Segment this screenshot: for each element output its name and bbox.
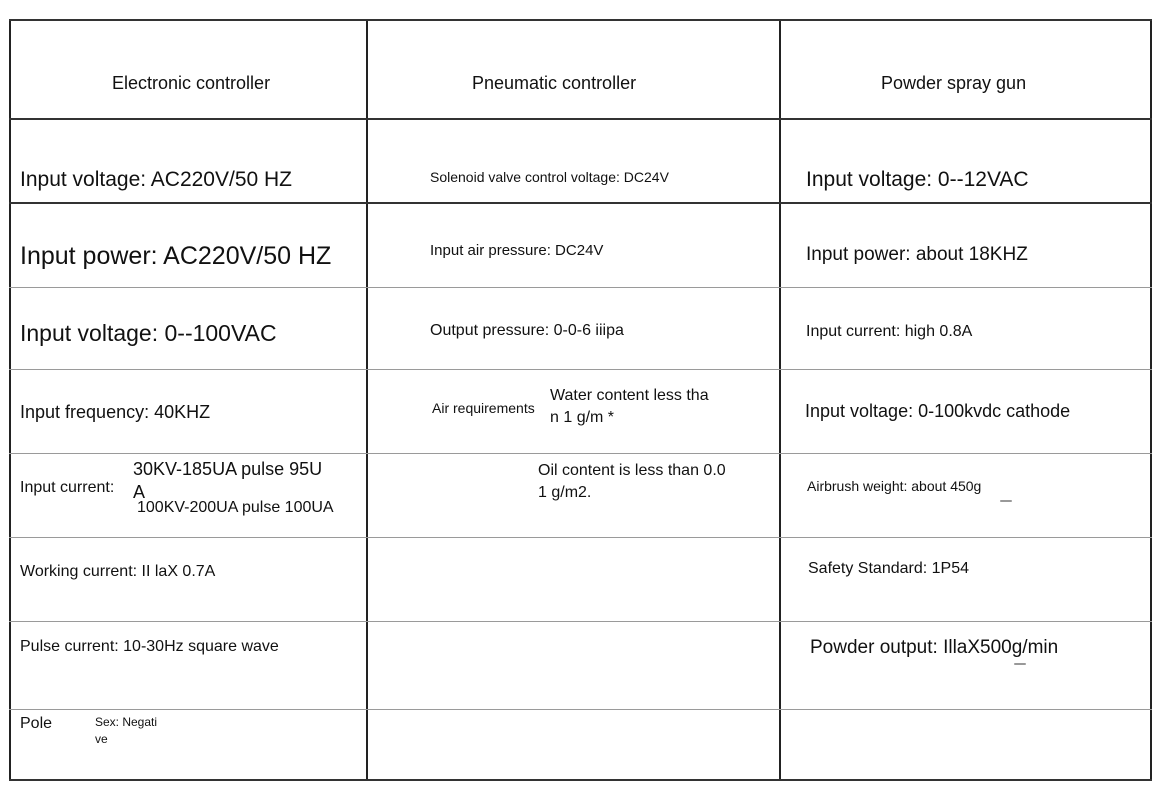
electronic-pole-value-line1: Sex: Negati	[95, 715, 158, 729]
pneumatic-air-requirements-label: Air requirements	[432, 400, 535, 416]
electronic-input-current-label: Input current:	[20, 479, 115, 496]
electronic-input-frequency: Input frequency: 40KHZ	[20, 402, 211, 422]
pneumatic-oil-content-line1: Oil content is less than 0.0	[538, 462, 726, 479]
scan-mark-1	[1000, 500, 1012, 502]
gun-input-voltage: Input voltage: 0--12VAC	[806, 168, 1029, 191]
header-pneumatic-controller: Pneumatic controller	[472, 73, 637, 93]
scan-mark-2	[1014, 663, 1026, 665]
gun-input-voltage-cathode: Input voltage: 0-100kvdc cathode	[805, 401, 1071, 421]
column-divider-1	[366, 19, 368, 781]
row-divider-1	[9, 202, 1152, 204]
electronic-pole-label: Pole	[20, 715, 53, 732]
electronic-pulse-current: Pulse current: 10-30Hz square wave	[20, 638, 279, 655]
electronic-working-current: Working current: II laX 0.7A	[20, 563, 216, 580]
gun-airbrush-weight: Airbrush weight: about 450g	[807, 478, 982, 494]
gun-powder-output: Powder output: IllaX500g/min	[810, 637, 1059, 658]
table-border-left	[9, 19, 11, 781]
pneumatic-output-pressure: Output pressure: 0-0-6 iiipa	[430, 322, 624, 339]
column-divider-2	[779, 19, 781, 781]
gun-input-power: Input power: about 18KHZ	[806, 244, 1028, 265]
electronic-input-current-line1: 30KV-185UA pulse 95U	[133, 459, 323, 479]
header-electronic-controller: Electronic controller	[112, 73, 271, 93]
gun-input-current: Input current: high 0.8A	[806, 323, 973, 340]
gun-safety-standard: Safety Standard: 1P54	[808, 560, 969, 577]
pneumatic-solenoid-voltage: Solenoid valve control voltage: DC24V	[430, 169, 669, 185]
pneumatic-water-content-line2: n 1 g/m *	[550, 409, 615, 426]
row-divider-7	[9, 709, 1152, 710]
electronic-pole-value-line2: ve	[95, 732, 108, 746]
pneumatic-input-air-pressure: Input air pressure: DC24V	[430, 242, 604, 259]
electronic-input-current-line1-wrap: A	[133, 482, 146, 502]
table-border-top	[9, 19, 1152, 21]
header-divider	[9, 118, 1152, 120]
table-border-right	[1150, 19, 1152, 781]
pneumatic-oil-content-line2: 1 g/m2.	[538, 484, 592, 501]
electronic-input-voltage-range: Input voltage: 0--100VAC	[20, 320, 277, 346]
electronic-input-power: Input power: AC220V/50 HZ	[20, 242, 332, 270]
row-divider-4	[9, 453, 1152, 454]
row-divider-2	[9, 287, 1152, 288]
electronic-input-current-line2: 100KV-200UA pulse 100UA	[137, 499, 334, 516]
table-border-bottom	[9, 779, 1152, 781]
header-powder-spray-gun: Powder spray gun	[881, 73, 1027, 93]
row-divider-3	[9, 369, 1152, 370]
pneumatic-water-content-line1: Water content less tha	[550, 387, 709, 404]
row-divider-6	[9, 621, 1152, 622]
electronic-input-voltage: Input voltage: AC220V/50 HZ	[20, 168, 293, 191]
row-divider-5	[9, 537, 1152, 538]
